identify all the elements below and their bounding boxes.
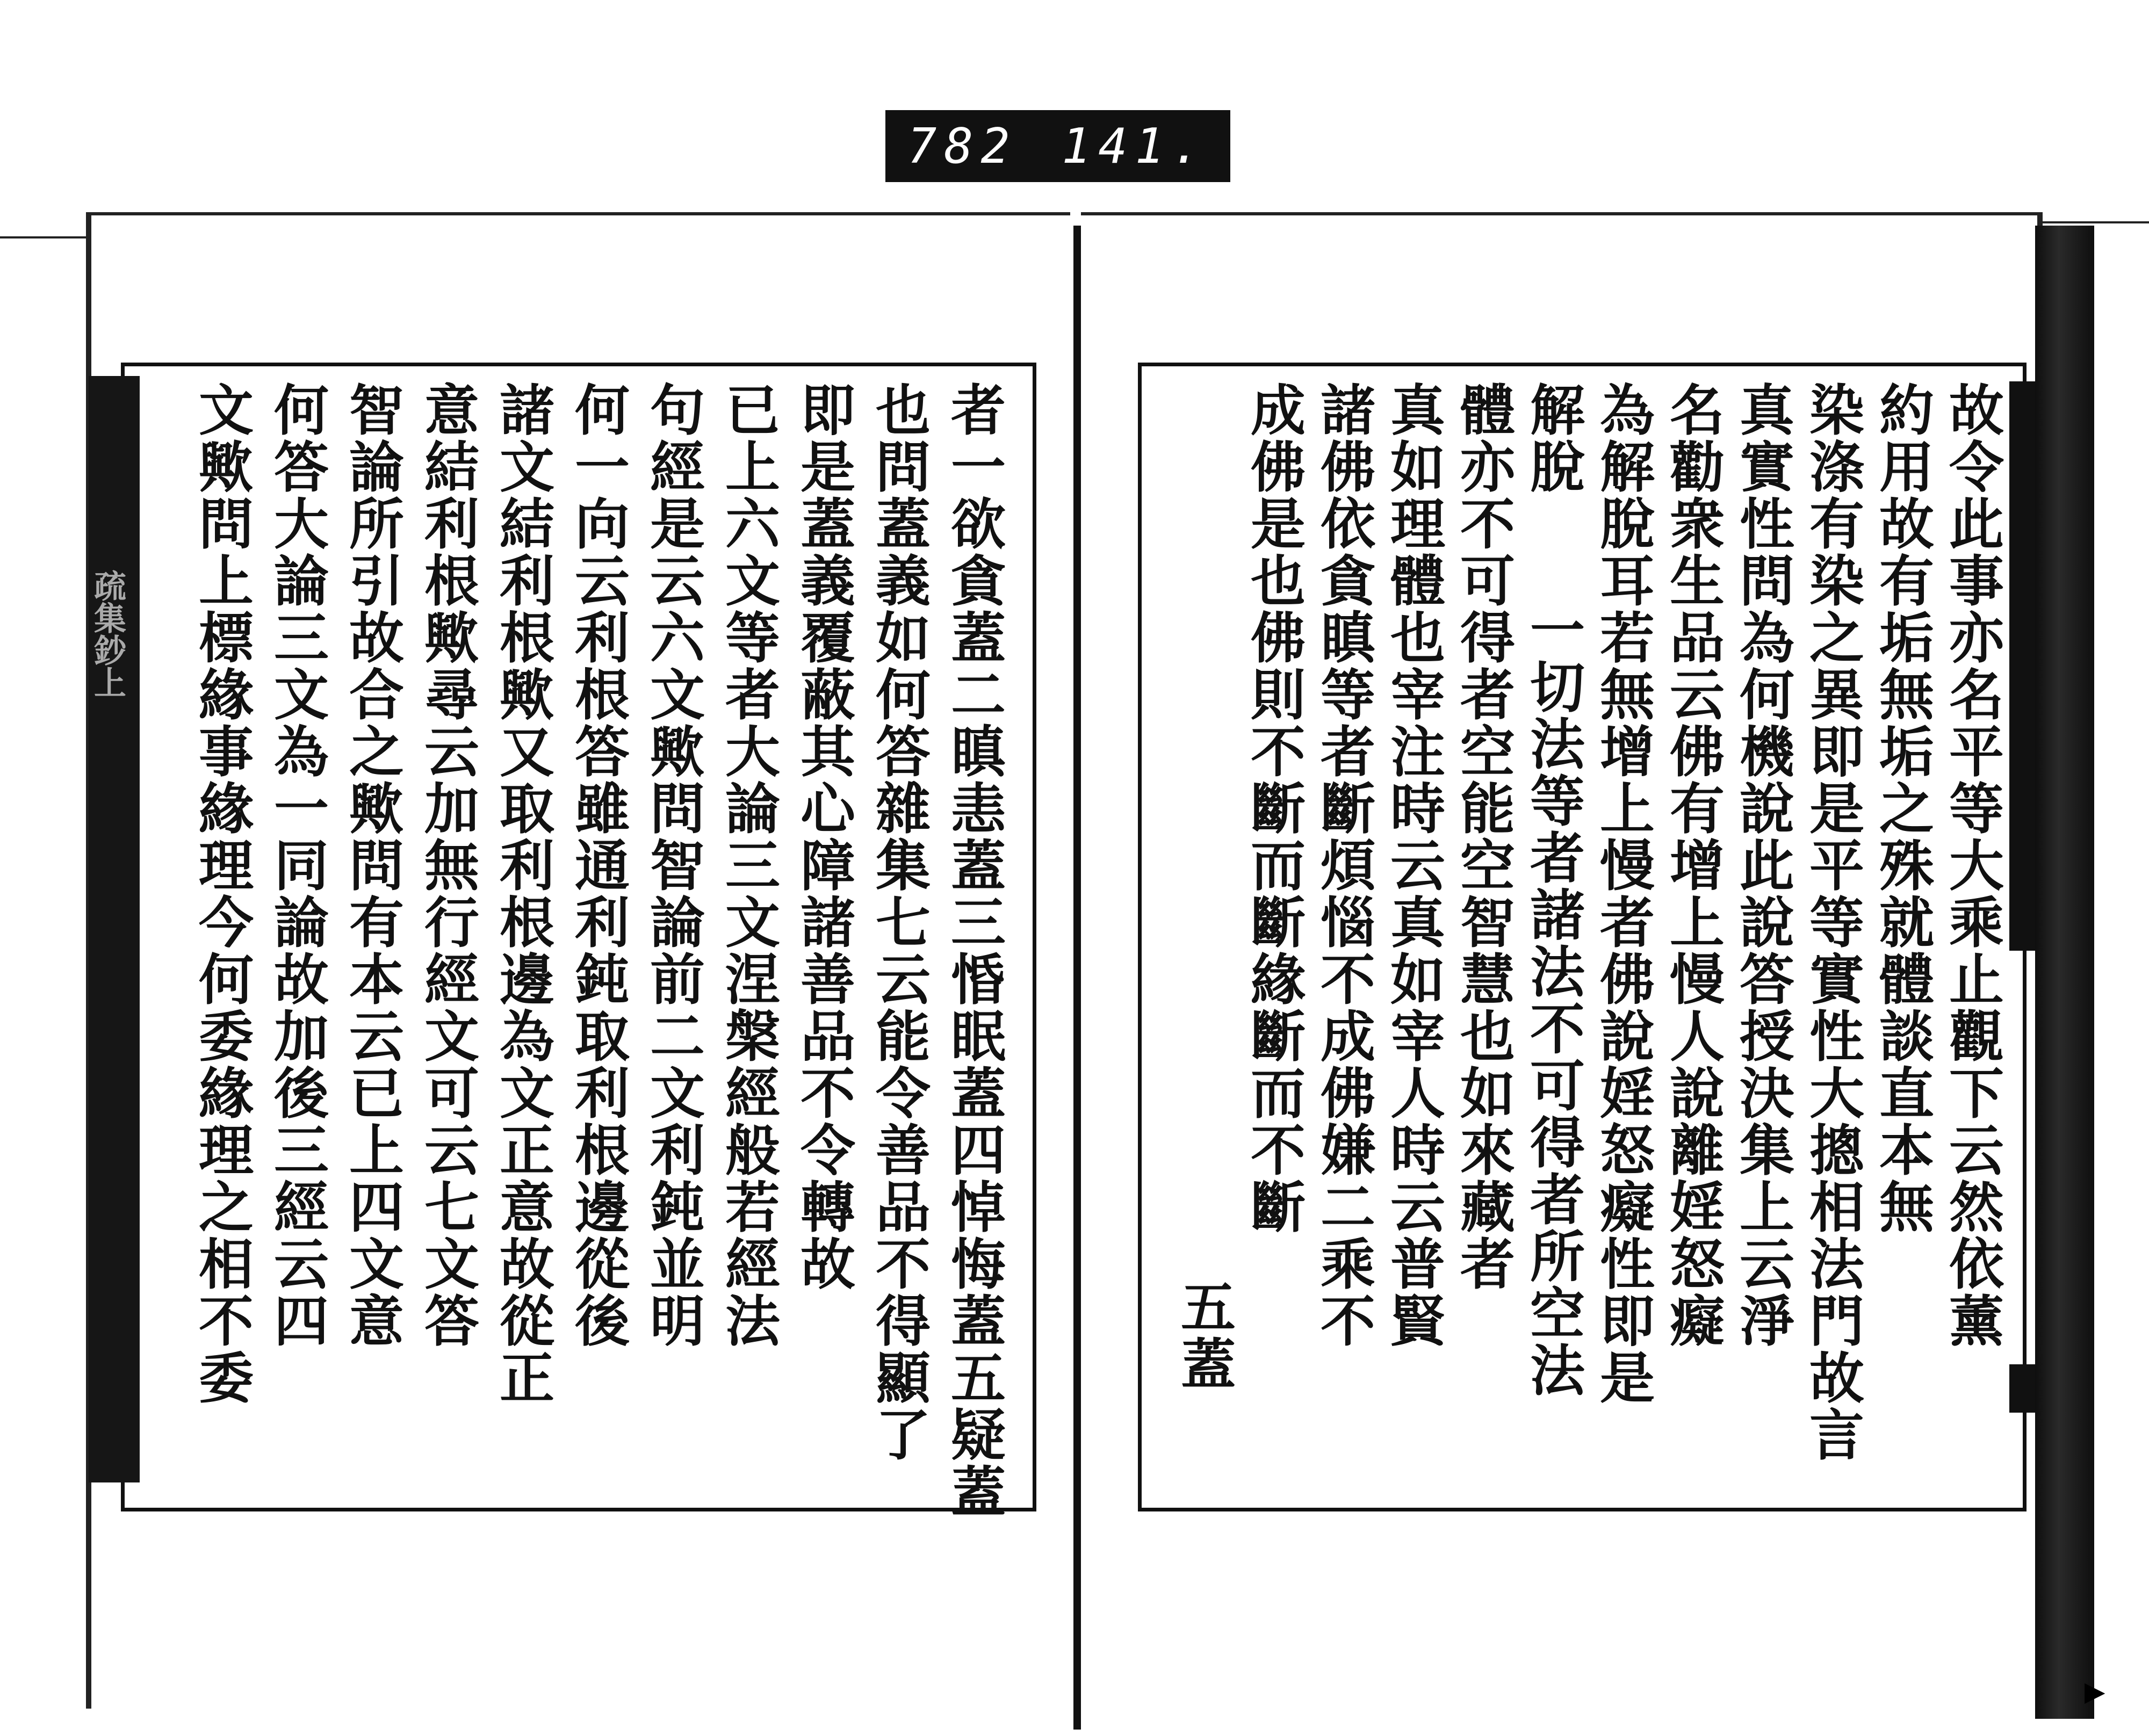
left-col-6: 何一向云利根答雖通利鈍取利根邊從後 [566, 381, 630, 1349]
right-col-9: 真如理體也宰注時云真如宰人時云普賢 [1381, 381, 1446, 1349]
left-margin-block [89, 376, 140, 1482]
corner-arrow-icon: ▶ [2085, 1676, 2105, 1707]
right-col-12: 五蓋 [1172, 1278, 1236, 1392]
left-col-7: 諸文結利根歟又取利根邊為文正意故從正 [491, 381, 555, 1406]
right-col-7: 解脫 [1521, 381, 1585, 495]
left-col-11: 文歟問上標緣事緣理今何委緣理之相不委 [190, 381, 254, 1406]
right-col-11: 成佛是也佛則不斷而斷緣斷而不斷 [1242, 381, 1306, 1235]
right-col-10: 諸佛依貪瞋等者斷煩惱不成佛嫌二乘不 [1311, 381, 1376, 1349]
gutter [1073, 226, 1081, 1730]
right-page-edge [2035, 226, 2094, 1719]
left-col-1: 者一欲貪蓋二瞋恚蓋三惛眠蓋四悼悔蓋五疑蓋 [942, 381, 1006, 1520]
right-margin-tab [2009, 1364, 2035, 1413]
right-col-6: 為解脫耳若無增上慢者佛說婬怒癡性即是 [1591, 381, 1655, 1406]
left-col-3: 即是蓋義覆蔽其心障諸善品不令轉故 [791, 381, 856, 1292]
right-col-2: 約用故有垢無垢之殊就體談直本無 [1870, 381, 1935, 1235]
left-col-4: 已上六文等者大論三文涅槃經般若經法 [716, 381, 781, 1349]
label-left-number: 782 [907, 118, 1018, 175]
right-col-4: 真實性問為何機說此說答授決集上云淨 [1730, 381, 1795, 1349]
right-col-5: 名勸衆生品云佛有增上慢人說離婬怒癡 [1661, 381, 1725, 1349]
left-col-5: 句經是云六文歟問智論前二文利鈍並明 [641, 381, 705, 1349]
left-col-10: 何答大論三文為一同論故加後三經云四 [265, 381, 329, 1349]
right-margin-block [2009, 381, 2035, 951]
top-rule-right [2042, 221, 2149, 223]
right-col-1: 故令此事亦名平等大乘止觀下云然依薰 [1940, 381, 2004, 1349]
left-col-9: 智論所引故合之歟問有本云已上四文意 [340, 381, 405, 1349]
right-col-7b: 一切法等者諸法不可得者所空法 [1521, 602, 1585, 1399]
left-col-8: 意結利根歟尋云加無行經文可云七文答 [415, 381, 480, 1349]
left-col-2: 也問蓋義如何答雜集七云能令善品不得顯了 [867, 381, 931, 1463]
catalogue-label [885, 110, 1230, 182]
spine-title: 疏集鈔上 [89, 569, 126, 698]
right-col-3: 染涤有染之異即是平等實性大摠相法門故言 [1800, 381, 1865, 1463]
right-col-8: 體亦不可得者空能空智慧也如來藏者 [1451, 381, 1516, 1292]
label-right-number: 141. [1062, 118, 1208, 175]
